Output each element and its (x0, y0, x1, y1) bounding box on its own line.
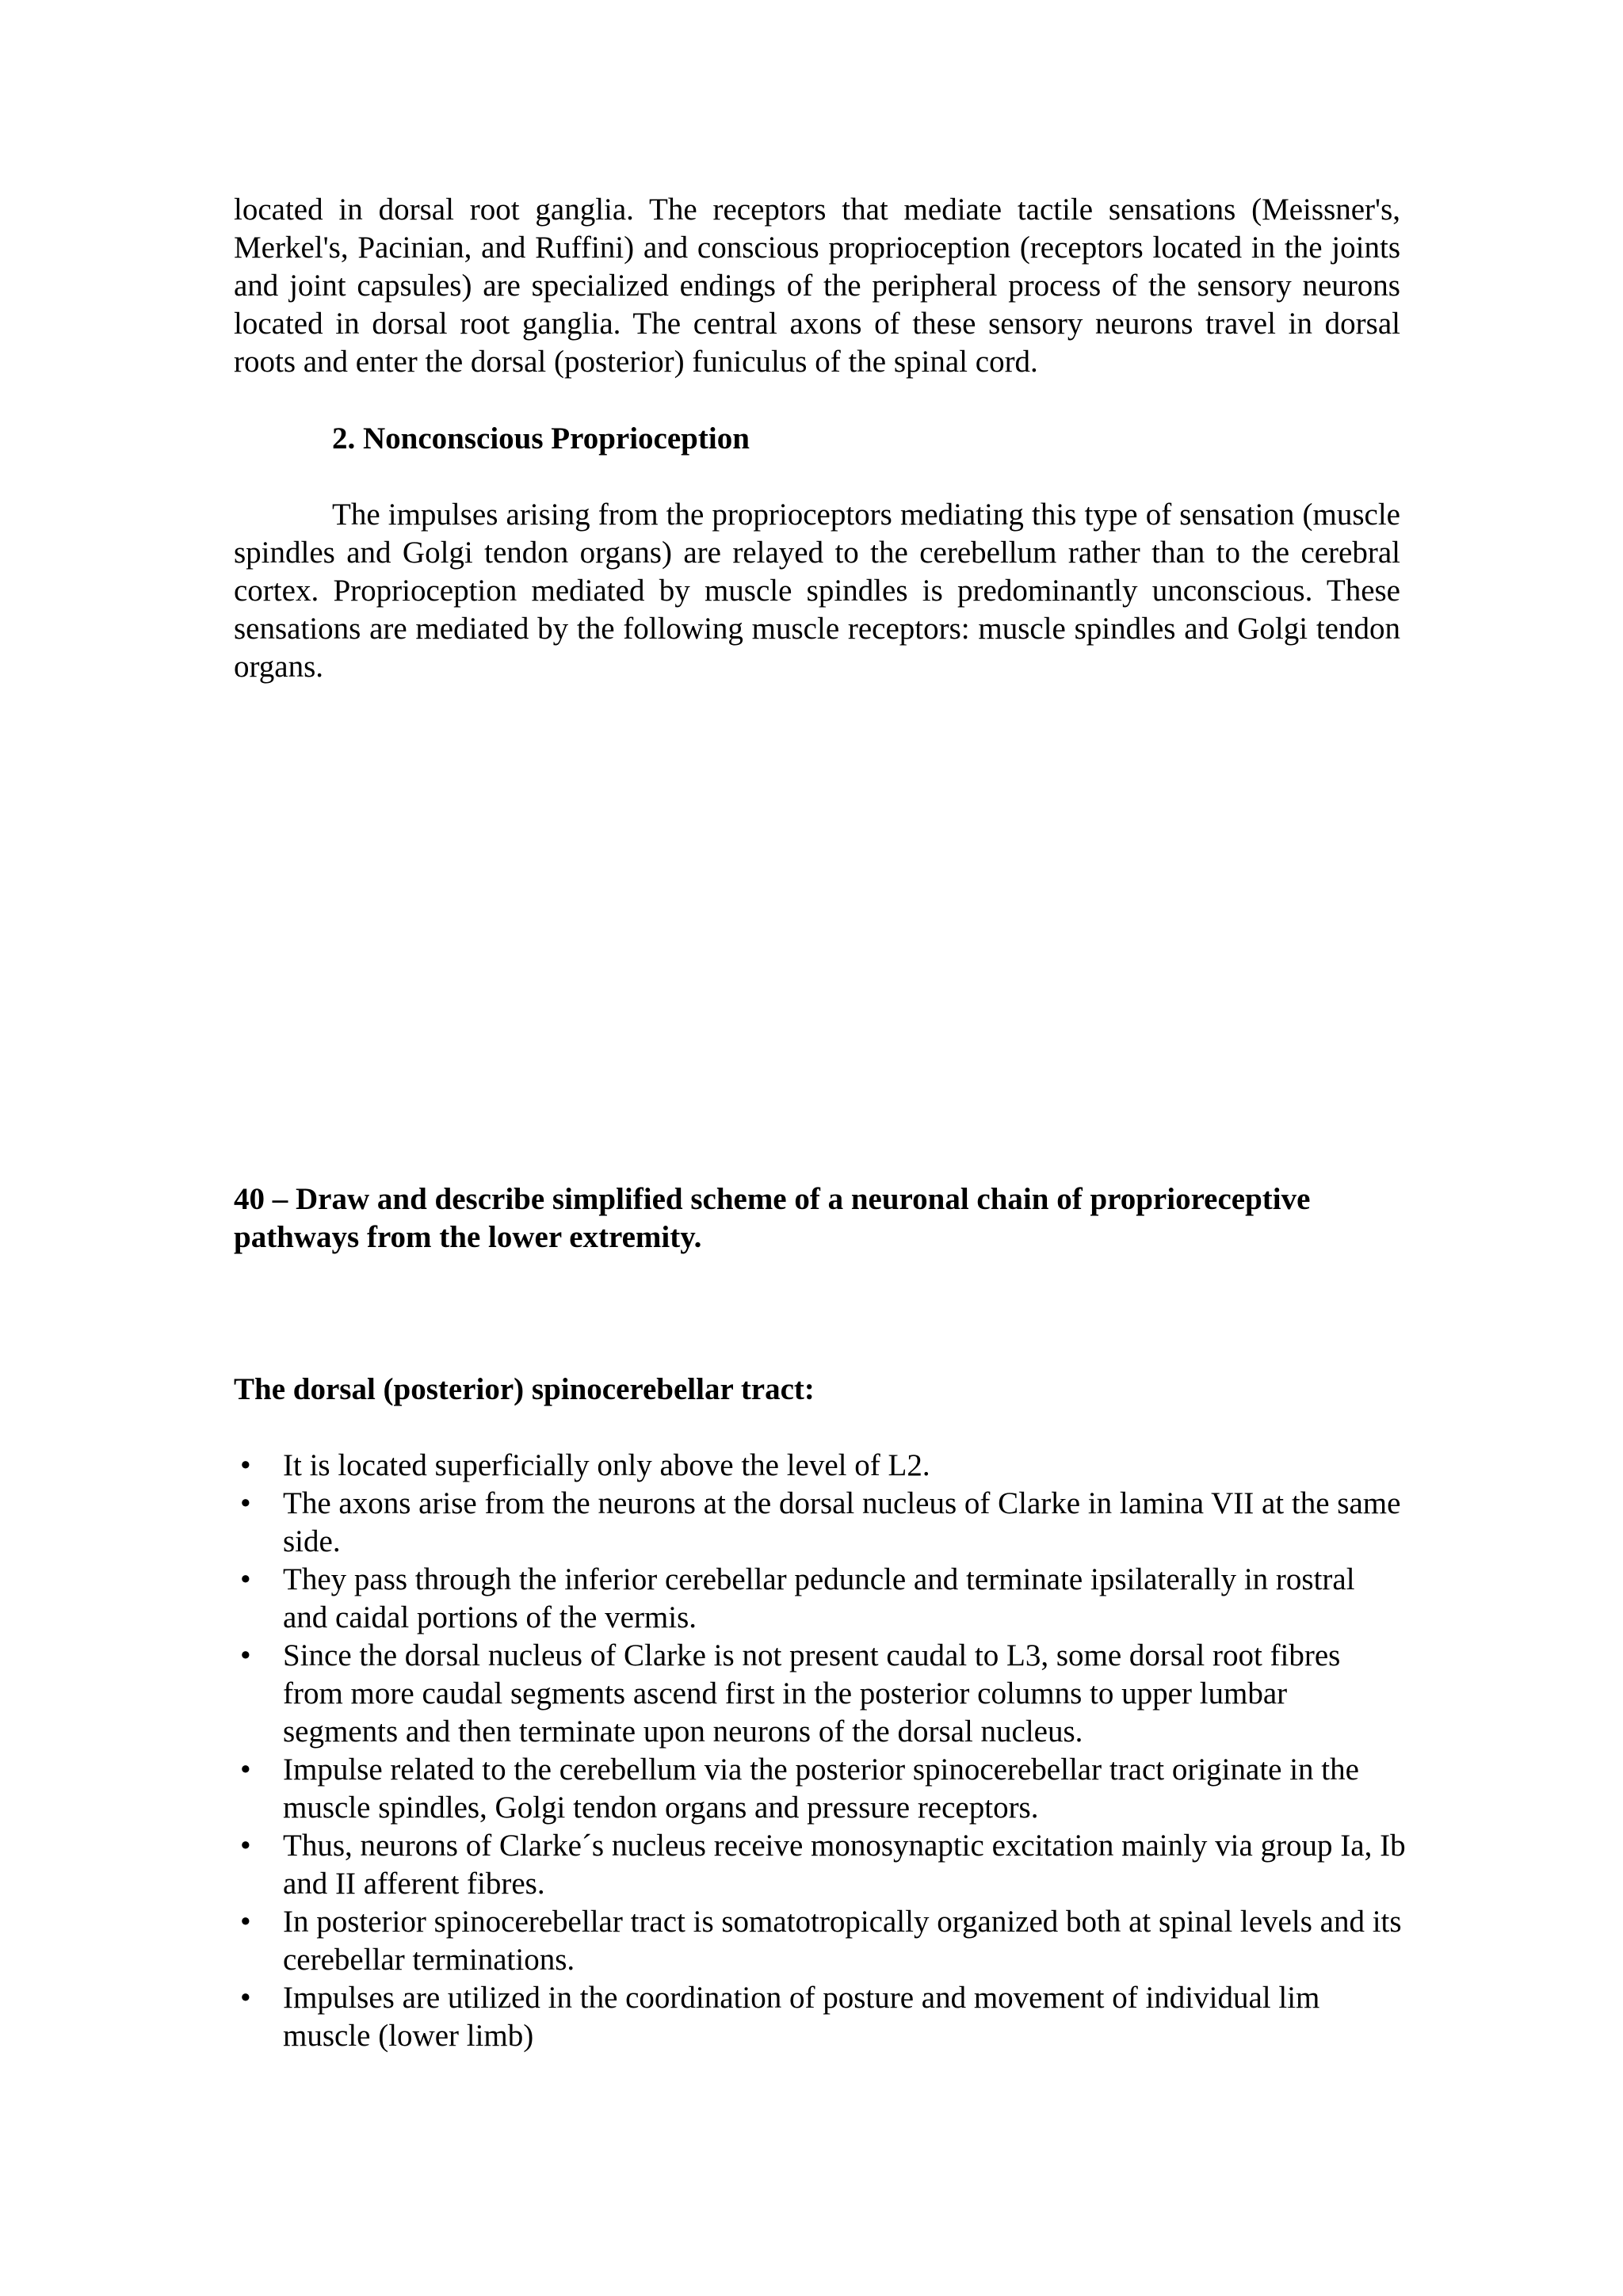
paragraph-nonconscious-proprioception: The impulses arising from the proprioceptors mediating this type of sensation (muscle spindles and Golgi tendon organs) are relayed to the cerebellum rather than to the cerebral cortex. Proprioception mediated by muscle spindles is predominantly unconscious. These sensations are mediated by the following muscle receptors: muscle spindles and Golgi tendon organs. (234, 498, 1400, 684)
bullet-icon: • (240, 1486, 251, 1520)
section-title-dorsal-spinocerebellar-tract: The dorsal (posterior) spinocerebellar tract: (234, 1372, 815, 1406)
bullet-icon: • (240, 1448, 251, 1482)
list-item-text: It is located superficially only above the level of L2. (283, 1448, 930, 1482)
list-item (234, 1447, 1407, 1485)
paragraph-dorsal-root-ganglia: located in dorsal root ganglia. The receptors that mediate tactile sensations (Meissner's, Merkel's, Pacinian, and Ruffini) and conscious proprioception (receptors located in the joints and joint capsules) are specialized endings of the peripheral process of the sensory neurons located in dorsal root ganglia. The central axons of these sensory neurons travel in dorsal roots and enter the dorsal (posterior) funiculus of the spinal cord. (234, 193, 1400, 379)
heading-nonconscious-proprioception: 2. Nonconscious Proprioception (332, 421, 750, 456)
list-item (234, 1979, 1407, 2055)
list-item-text: Since the dorsal nucleus of Clarke is not present caudal to L3, some dorsal root fibres from more caudal segments ascend first in the posterior columns to upper lumbar segments and then terminate upon neurons of the dorsal nucleus. (283, 1638, 1341, 1749)
list-item (234, 1751, 1407, 1827)
bullet-icon: • (240, 1753, 251, 1787)
list-item-text: Thus, neurons of Clarke´s nucleus receive monosynaptic excitation mainly via group Ia, Ib and II afferent fibres. (283, 1829, 1406, 1901)
list-item (234, 1827, 1407, 1903)
list-item (234, 1637, 1407, 1751)
bullet-list (234, 1447, 1407, 2055)
bullet-icon: • (240, 1981, 251, 2015)
list-item-text: They pass through the inferior cerebellar peduncle and terminate ipsilaterally in rostral and caidal portions of the vermis. (283, 1562, 1355, 1634)
bullet-icon: • (240, 1829, 251, 1863)
list-item (234, 1561, 1407, 1637)
list-item-text: Impulses are utilized in the coordination of posture and movement of individual lim muscle (lower limb) (283, 1981, 1320, 2053)
list-item (234, 1485, 1407, 1561)
bullet-icon: • (240, 1638, 251, 1672)
list-item-text: Impulse related to the cerebellum via the posterior spinocerebellar tract originate in the muscle spindles, Golgi tendon organs and pressure receptors. (283, 1753, 1359, 1825)
list-item-text: The axons arise from the neurons at the dorsal nucleus of Clarke in lamina VII at the same side. (283, 1486, 1401, 1558)
list-item-text: In posterior spinocerebellar tract is somatotropically organized both at spinal levels and its cerebellar terminations. (283, 1905, 1402, 1977)
bullet-icon: • (240, 1562, 251, 1596)
question-40-title: 40 – Draw and describe simplified scheme of a neuronal chain of proprioreceptive pathways from the lower extremity. (234, 1182, 1311, 1254)
bullet-icon: • (240, 1905, 251, 1939)
list-item (234, 1903, 1407, 1979)
